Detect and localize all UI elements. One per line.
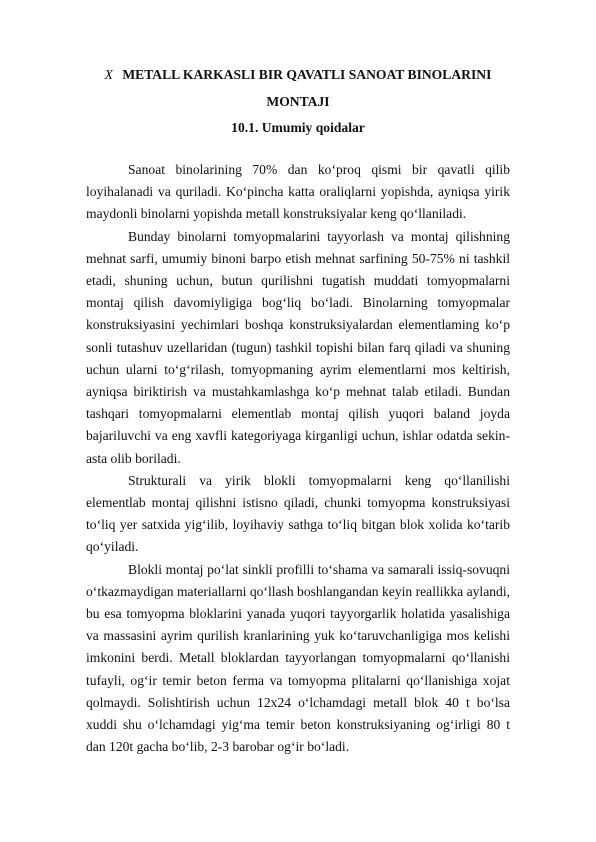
paragraph-3: Strukturali va yirik blokli tomyopmalarni keng qo‘llanilishi elementlab montaj qilishni istisno qiladi, chunki tomyopma konstruksiyasi to‘liq yer satxida yig‘ilib, loyihaviy sathga to‘liq bitgan blok xolida ko‘tarib qo‘yiladi. xyxy=(86,472,510,555)
chapter-title-line2: MONTAJI xyxy=(266,94,330,109)
paragraph-4: Blokli montaj po‘lat sinkli profilli to‘shama va samarali issiq-sovuqni o‘tkazmaydigan materiallarni qo‘llash boshlangandan keyin reallikka aylandi, bu esa tomyopma bloklarini yanada yuqori tayyorgarlik holatida yasalishiga va massasini ayrim qurilish kranlarining yuk ko‘taruvchanligiga mos kelishi imkonini berdi. Metall bloklardan tayyorlangan tomyopmalarni qo‘llanishi tufayli, og‘ir temir beton ferma va tomyopma plitalarni qo‘llanishiga xojat qolmaydi. Solishtirish uchun 12x24 o‘lchamdagi metall blok 40 t bo‘lsa xuddi shu o‘lchamdagi yig‘ma temir beton konstruksiyaning og‘irligi 80 t dan 120t gacha bo‘lib, 2-3 barobar og‘ir bo‘ladi. xyxy=(86,561,510,755)
chapter-title-line1: METALL KARKASLI BIR QAVATLI SANOAT BINOLARINI xyxy=(122,67,492,82)
section-title: 10.1. Umumiy qoidalar xyxy=(231,120,365,135)
paragraph-2: Bunday binolarni tomyopmalarini tayyorlash va montaj qilishning mehnat sarfi, umumiy binoni barpo etish mehnat sarfining 50-75% ni tashkil etadi, shuning uchun, butun qurilishni tugatish muddati tomyopmalarni montaj qilish davomiyligiga bog‘liq bo‘ladi. Binolarning tomyopmalar konstruksiyasini yechimlari boshqa konstruksiyalardan elementlaming ko‘p sonli tutashuv uzellaridan (tugun) tashkil topishi bilan farq qiladi va shuning uchun ularni to‘g‘rilash, tomyopmaning ayrim elementlarni mos keltirish, ayniqsa biriktirish va mustahkamlashga ko‘p mehnat talab etiladi. Bundan tashqari tomyopmalarni elementlab montaj qilish yuqori baland joyda bajariluvchi va eng xavfli kategoriyaga kirganligi uchun, ishlar odatda sekin-asta olib boriladi. xyxy=(86,228,510,466)
chapter-heading-line1 xyxy=(86,67,510,83)
chapter-number: X xyxy=(104,67,113,82)
paragraph-1: Sanoat binolarining 70% dan ko‘proq qismi bir qavatli qilib loyihalanadi va quriladi. Ko‘pincha katta oraliqlarni yopishda, ayniqsa yirik maydonli binolarni yopishda metall konstruksiyalar keng qo‘llaniladi. xyxy=(86,162,510,222)
body-text xyxy=(86,159,510,758)
